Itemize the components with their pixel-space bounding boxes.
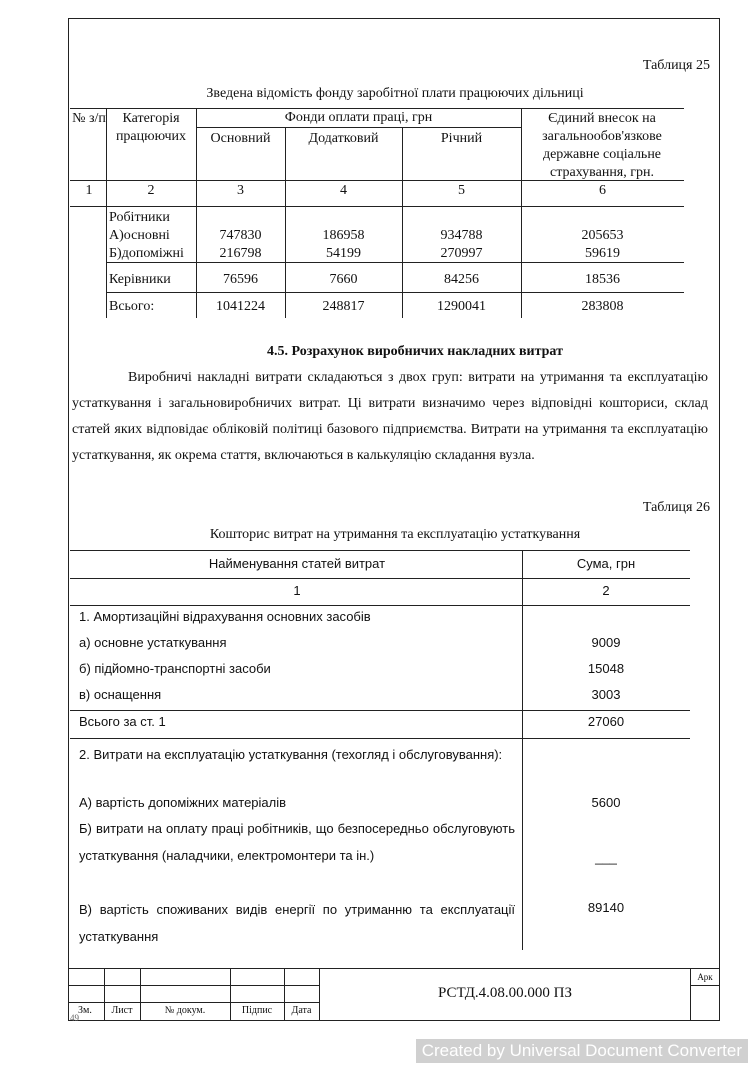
t25-cell: 1290041 [437, 299, 486, 314]
t25-total-label: Всього: [109, 299, 155, 314]
stamp-date: Дата [291, 1005, 312, 1016]
t25-cell: 205653 [581, 228, 624, 243]
t25-colnum: 6 [599, 183, 606, 198]
t25-cell: 186958 [322, 228, 365, 243]
t25-cell: 84256 [444, 272, 479, 287]
stamp-doc-code: РСТД.4.08.00.000 ПЗ [437, 985, 573, 1001]
t25-cell: 283808 [581, 299, 624, 314]
t25-cell: 18536 [585, 272, 620, 287]
t25-managers-label: Керівники [109, 272, 171, 287]
t26-item1b-value: 15048 [587, 661, 625, 676]
t26-item2b: Б) витрати на оплату праці робітників, що безпосередньо обслуговують устаткування (наладчики, електромонтери та ін.) [79, 821, 515, 863]
t25-header-category: Категорія працюючих [115, 111, 187, 144]
t25-cell: 7660 [329, 272, 358, 287]
t25-main-label: А)основні [109, 228, 170, 243]
t25-header-funds: Фонди оплати праці, грн [284, 110, 433, 125]
t26-item1b: б) підйомно-транспортні засоби [79, 661, 271, 676]
t25-cell: 216798 [219, 246, 262, 261]
t25-cell: 1041224 [216, 299, 265, 314]
section-paragraph: Виробничі накладні витрати складаються з двох груп: витрати на утримання та експлуатацію устаткування і загальновиробничих витрат. Ці витрати визначимо через відповідні кошториси, склад статей яких відповідає обліковій політиці базового підприємства. Витрати на утримання та експлуатацію устаткування, як окрема стаття, включаються в калькуляцію складання вузла. [72, 370, 708, 463]
t25-cell: 747830 [219, 228, 262, 243]
stamp-page-no: 49 [70, 1013, 79, 1023]
t25-colnum: 1 [85, 183, 93, 198]
t25-cell: 270997 [440, 246, 483, 261]
t25-colnum: 2 [147, 183, 155, 198]
stamp-ark: Арк [697, 972, 713, 982]
t25-colnum: 5 [458, 183, 465, 198]
t25-header-social: Єдиний внесок на загальнообов'язкове державне соціальне страхування, грн. [542, 111, 662, 180]
t26-item1: 1. Амортизаційні відрахування основних засобів [79, 609, 371, 624]
t26-header-name: Найменування статей витрат [208, 556, 386, 571]
t25-header-extra: Додатковий [308, 131, 379, 146]
t26-item2b-value: ___ [595, 850, 617, 865]
t26-colnum: 2 [602, 583, 610, 598]
t26-item1a-value: 9009 [591, 635, 621, 650]
t25-cell: 59619 [585, 246, 620, 261]
table25-title: Зведена відомість фонду заробітної плати працюючих дільниці [206, 86, 584, 101]
stamp-doc-num: № докум. [164, 1005, 206, 1016]
t25-colnum: 3 [237, 183, 244, 198]
t25-header-main: Основний [210, 131, 271, 146]
t26-colnum: 1 [293, 583, 301, 598]
t25-workers-label: Робітники [109, 210, 170, 225]
t26-item2a-value: 5600 [591, 795, 621, 810]
table26-title: Кошторис витрат на утримання та експлуатацію устаткування [209, 527, 581, 542]
t25-cell: 934788 [440, 228, 483, 243]
t26-item1c: в) оснащення [79, 687, 162, 702]
t25-cell: 54199 [326, 246, 361, 261]
t25-colnum: 4 [340, 183, 347, 198]
t25-cell: 248817 [322, 299, 365, 314]
t25-cell: 76596 [223, 272, 258, 287]
t26-item2c: В) вартість споживаних видів енергії по утриманню та експлуатації устаткування [79, 902, 515, 944]
t25-header-num: № з/п [72, 111, 106, 126]
t26-item1a: а) основне устаткування [79, 635, 227, 650]
t26-item2a: А) вартість допоміжних матеріалів [79, 795, 287, 810]
stamp-list: Лист [111, 1005, 133, 1016]
t26-item2: 2. Витрати на експлуатацію устаткування (техогляд і обслуговування): [79, 747, 503, 762]
t26-item1c-value: 3003 [591, 687, 621, 702]
t25-aux-label: Б)допоміжні [109, 246, 184, 261]
stamp-zm: Зм. [78, 1005, 92, 1016]
t25-header-annual: Річний [440, 131, 483, 146]
table25-caption: Таблиця 25 [642, 58, 710, 73]
section-heading: 4.5. Розрахунок виробничих накладних витрат [267, 344, 563, 359]
stamp-sign: Підпис [241, 1005, 273, 1016]
watermark: Created by Universal Document Converter [416, 1039, 748, 1063]
t26-total1: Всього за ст. 1 [79, 714, 166, 729]
t26-header-sum: Сума, грн [576, 556, 636, 571]
t26-item2c-value: 89140 [587, 900, 625, 915]
table26-caption: Таблиця 26 [642, 500, 710, 515]
t26-total1-value: 27060 [587, 714, 625, 729]
